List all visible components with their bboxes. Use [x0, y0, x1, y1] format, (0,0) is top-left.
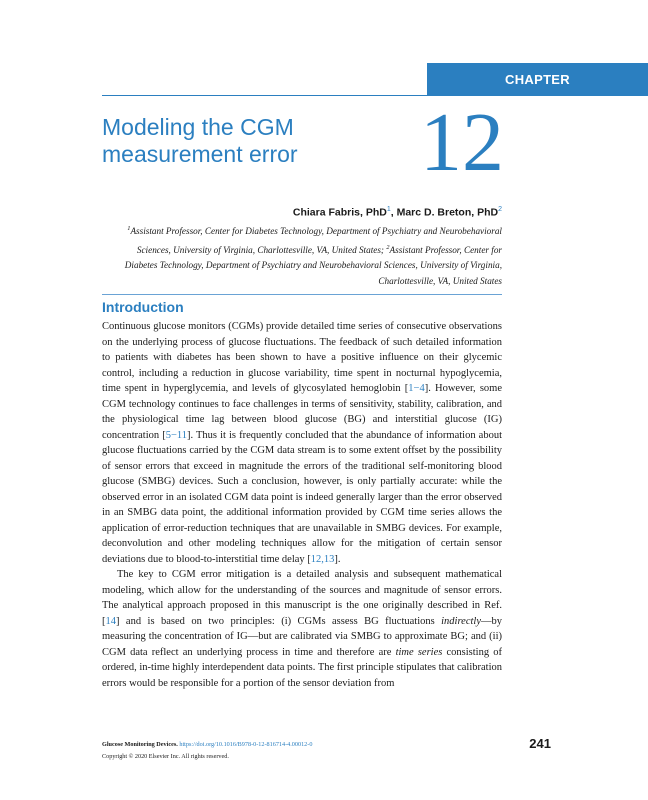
paragraph — [102, 567, 502, 691]
body-text — [102, 319, 502, 691]
section-heading: Introduction — [102, 299, 184, 315]
citation-link[interactable]: 14 — [105, 615, 116, 627]
text-run: ]. However, some CGM technology continues to face challenges in terms of sensitivity, stability, calibration, and the physiological time lag between blood glucose (BG) and interstitial glucose (IG) concentration [ — [102, 383, 502, 441]
affiliation-marker: 1 — [127, 225, 131, 232]
journal-title: Glucose Monitoring Devices. — [102, 741, 178, 748]
title-line-2: measurement error — [102, 141, 298, 167]
affiliation-text: Assistant Professor, Center for Diabetes Technology, Department of Psychiatry and Neurobehavioral Sciences, University of Virginia, Charlottesville, VA, United States; — [130, 226, 502, 255]
emphasis: indirectly — [441, 615, 481, 627]
author-affiliation-link[interactable]: 1 — [386, 206, 391, 213]
footer-copyright: Copyright © 2020 Elsevier Inc. All rights reserved. — [102, 753, 229, 760]
chapter-rule — [102, 95, 427, 96]
emphasis: time series — [395, 646, 443, 658]
affiliations — [102, 221, 502, 290]
author-list — [102, 206, 502, 219]
paragraph — [102, 319, 502, 567]
text-run: ]. — [334, 553, 341, 565]
affiliation-text: Assistant Professor, Center for Diabetes Technology, Department of Psychiatry and Neurobehavioral Sciences, University of Virginia, Charlottesville, VA, United States — [124, 244, 502, 286]
chapter-tab — [427, 63, 648, 96]
author-separator: , — [390, 206, 397, 219]
text-run: —by measuring the concentration of IG—but are calibrated via SMBG to approximate BG; and (ii) CGM data reflect an underlying process in time and therefore are — [102, 615, 502, 658]
citation-link[interactable]: 1−4 — [408, 383, 425, 394]
text-run: Continuous glucose monitors (CGMs) provide detailed time series of consecutive observations on the underlying process of glucose fluctuations. The feedback of such detailed information to patients with diabetes has been shown to have a positive influence on their glycemic control, including a reduction in glucose variability, time spent in nocturnal hypoglycemia, time spent in hyperglycemia, and levels of glycosylated hemoglobin [ — [102, 321, 502, 394]
footer-journal — [102, 741, 312, 748]
citation-link[interactable]: 12,13 — [310, 553, 335, 565]
chapter-number: 12 — [420, 96, 504, 189]
chapter-label: CHAPTER — [505, 72, 570, 87]
doi-link[interactable]: https://doi.org/10.1016/B978-0-12-816714-4.00012-0 — [179, 741, 313, 748]
text-run: consisting of ordered, in-time highly interdependent data points. The first principle stipulates that calibration errors would be responsible for a portion of the sensor deviation from — [102, 646, 502, 689]
text-run: The key to CGM error mitigation is a detailed analysis and subsequent mathematical modeling, which allow for the understanding of the sources and magnitude of sensor errors. The analytical approach proposed in this manuscript is the one originally described in Ref. [ — [102, 569, 502, 627]
author-name: Marc D. Breton, PhD — [396, 206, 499, 219]
affiliation-marker: 2 — [386, 243, 390, 251]
author-name: Chiara Fabris, PhD — [292, 206, 387, 219]
page-title — [102, 114, 402, 168]
section-rule — [102, 294, 502, 295]
author-affiliation-link[interactable]: 2 — [498, 206, 502, 213]
text-run: ] and is based on two principles: (i) CGMs assess BG fluctuations — [116, 615, 442, 627]
text-run: ]. Thus it is frequently concluded that the abundance of information about glucose fluctuations carried by the CGM data stream is to some extent offset by the possibility of sensor errors that exceed in magnitude the errors of the traditional self-monitoring blood glucose (SMBG) devices. Such a conclusion, however, is only partially accurate: while the observed error in an isolated CGM data point is indeed generally larger than the error observed in an SMBG data point, the additional information provided by CGM time series allows the application of error-reduction techniques that are unavailable in SMBG devices. For example, deconvolution and other modeling techniques allow for the mitigation of certain sensor deviations due to blood-to-interstitial time delay [ — [102, 429, 502, 565]
page-number: 241 — [529, 736, 551, 751]
citation-link[interactable]: 5−11 — [165, 429, 188, 441]
title-line-1: Modeling the CGM — [102, 114, 294, 140]
